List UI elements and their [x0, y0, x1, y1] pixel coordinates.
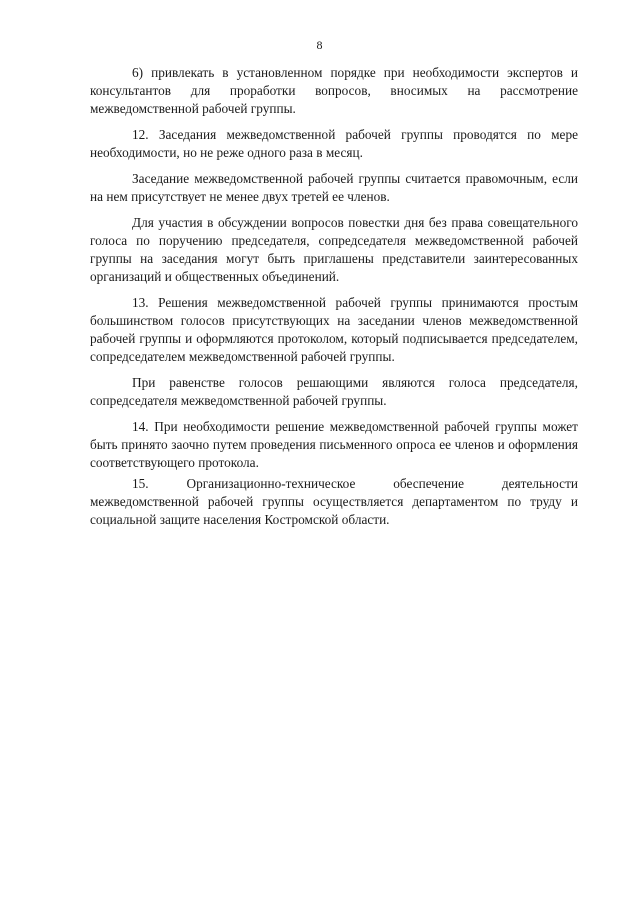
document-body: [90, 64, 578, 537]
paragraph-14-absentee-decision: 14. При необходимости решение межведомственной рабочей группы может быть принято заочно путем проведения письменного опроса ее членов и оформления соответствующего протокола.: [90, 419, 578, 470]
paragraph-15-support: 15. Организационно-техническое обеспечение деятельности межведомственной рабочей группы осуществляется департаментом по труду и социальной защите населения Костромской области.: [90, 476, 578, 527]
page-number: 8: [316, 38, 323, 52]
paragraph-quorum: Заседание межведомственной рабочей группы считается правомочным, если на нем присутствует не менее двух третей ее членов.: [90, 171, 578, 204]
paragraph-invited-participants: Для участия в обсуждении вопросов повестки дня без права совещательного голоса по поручению председателя, сопредседателя межведомственной рабочей группы на заседания могут быть приглашены представители заинтересованных организаций и общественных объединений.: [90, 215, 578, 284]
paragraph-tie-vote: При равенстве голосов решающими являются голоса председателя, сопредседателя межведомственной рабочей группы.: [90, 375, 578, 408]
paragraph-13-decisions: 13. Решения межведомственной рабочей группы принимаются простым большинством голосов присутствующих на заседании членов межведомственной рабочей группы и оформляются протоколом, который подписывается председателем, сопредседателем межведомственной рабочей группы.: [90, 295, 578, 364]
paragraph-item-6-experts: 6) привлекать в установленном порядке при необходимости экспертов и консультантов для проработки вопросов, вносимых на рассмотрение межведомственной рабочей группы.: [90, 65, 578, 116]
paragraph-12-meetings: 12. Заседания межведомственной рабочей группы проводятся по мере необходимости, но не реже одного раза в месяц.: [90, 127, 578, 160]
